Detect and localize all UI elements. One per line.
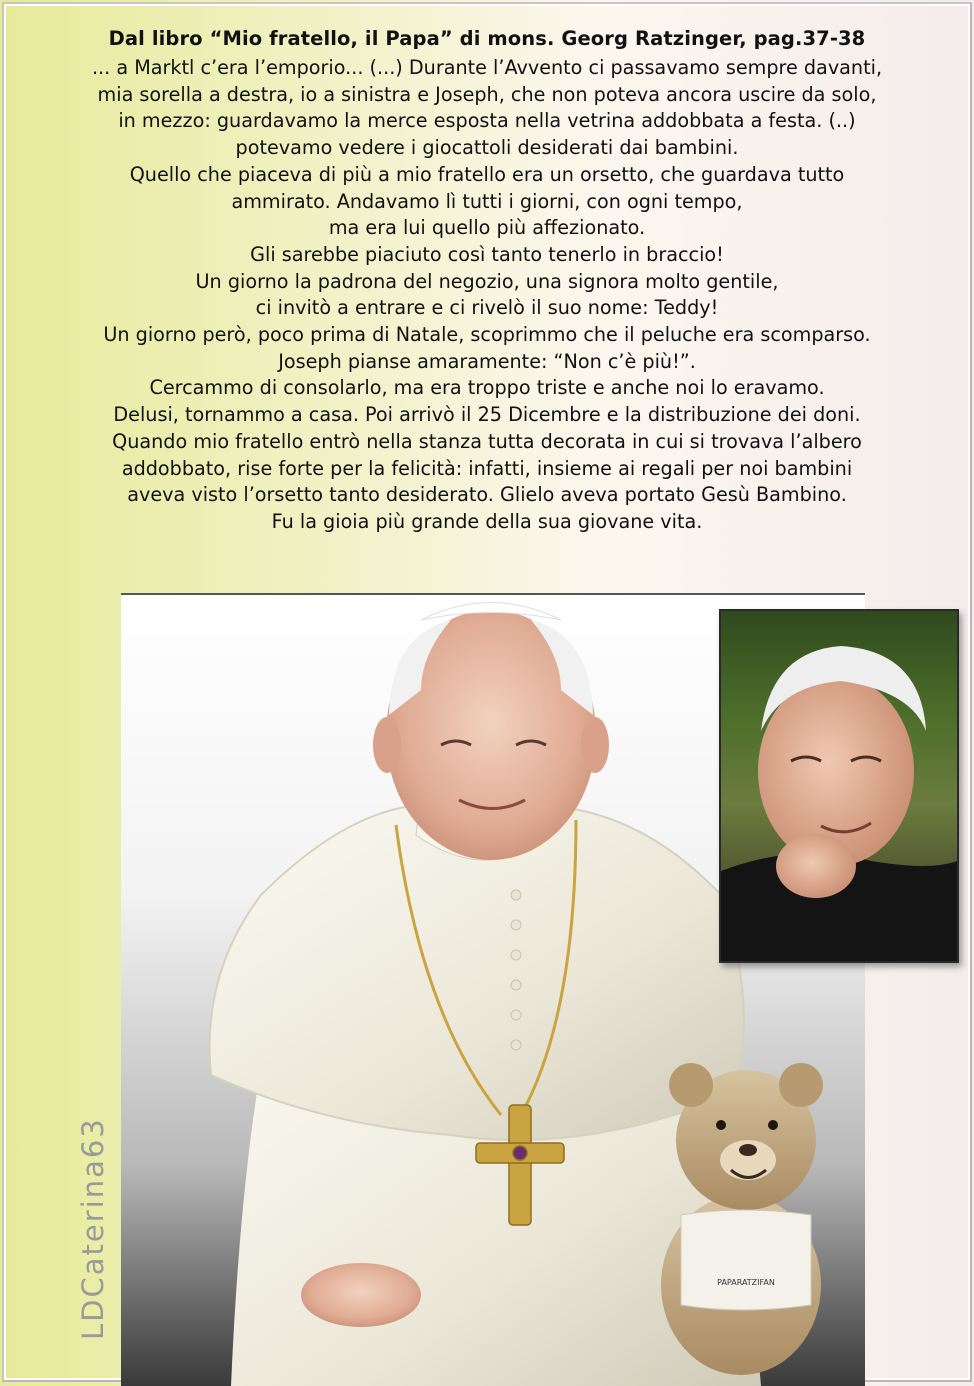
quote-line: potevamo vedere i giocattoli desiderati dai bambini. — [235, 136, 739, 160]
quote-block — [20, 26, 954, 536]
quote-line: mia sorella a destra, io a sinistra e Joseph, che non poteva ancora uscire da solo, — [97, 82, 877, 106]
quote-line: Quello che piaceva di più a mio fratello era un orsetto, che guardava tutto — [129, 162, 845, 186]
quote-line: ci invitò a entrare e ci rivelò il suo nome: Teddy! — [255, 296, 719, 320]
quote-line: in mezzo: guardavamo la merce esposta nella vetrina addobbata a festa. (..) — [118, 109, 856, 133]
quote-line: Quando mio fratello entrò nella stanza tutta decorata in cui si trovava l’albero — [112, 429, 862, 453]
quote-line: ma era lui quello più affezionato. — [328, 216, 646, 240]
quote-line: Fu la gioia più grande della sua giovane vita. — [271, 509, 703, 533]
quote-line: addobbato, rise forte per la felicità: infatti, insieme ai regali per noi bambini — [121, 456, 853, 480]
quote-line: Un giorno la padrona del negozio, una signora molto gentile, — [195, 269, 779, 293]
teddy-bear — [661, 1063, 823, 1375]
watermark: LDCaterina63 — [76, 1117, 110, 1340]
quote-body — [20, 55, 954, 536]
quote-line: Delusi, tornammo a casa. Poi arrivò il 25 Dicembre e la distribuzione dei doni. — [113, 403, 861, 427]
quote-line: Gli sarebbe piaciuto così tanto tenerlo in braccio! — [250, 242, 724, 266]
quote-title: Dal libro “Mio fratello, il Papa” di mons. Georg Ratzinger, pag.37-38 — [108, 27, 866, 50]
georg-ratzinger-photo — [719, 609, 959, 963]
quote-line: Un giorno però, poco prima di Natale, scoprimmo che il peluche era scomparso. — [103, 323, 871, 347]
quote-line: Cercammo di consolarlo, ma era troppo triste e anche noi lo eravamo. — [149, 376, 825, 400]
quote-line: ... a Marktl c’era l’emporio... (...) Durante l’Avvento ci passavamo sempre davanti, — [91, 56, 883, 79]
teddy-shirt-text: PAPARATZIFAN — [717, 1278, 775, 1287]
quote-line: ammirato. Andavamo lì tutti i giorni, con ogni tempo, — [231, 189, 743, 213]
quote-line: aveva visto l’orsetto tanto desiderato. Glielo aveva portato Gesù Bambino. — [127, 483, 847, 507]
georg-illustration — [721, 611, 957, 961]
quote-line: Joseph pianse amaramente: “Non c’è più!”. — [278, 349, 696, 373]
